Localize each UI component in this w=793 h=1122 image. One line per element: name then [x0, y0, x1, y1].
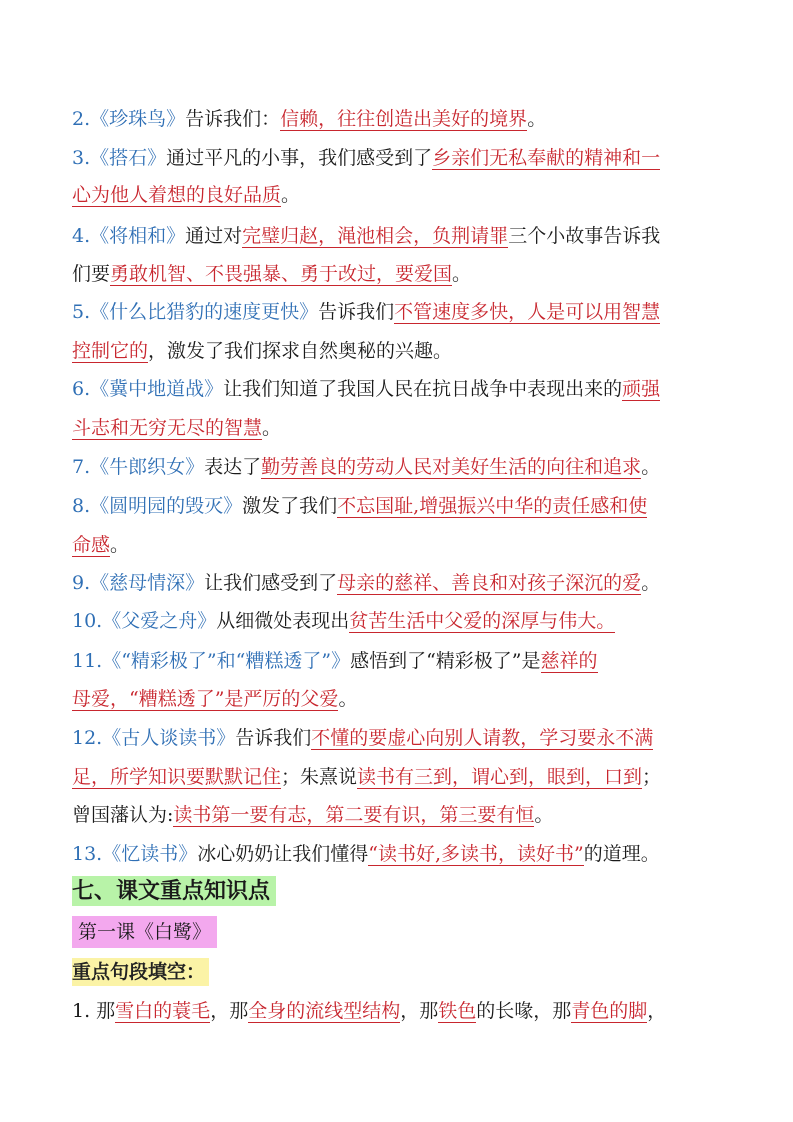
text: 冰心奶奶让我们懂得 [197, 843, 369, 865]
text: 。 [641, 572, 661, 594]
item-13 [72, 839, 732, 869]
answer: 命感 [72, 534, 111, 556]
answer: 控制它的 [72, 340, 149, 362]
item-3 [72, 143, 732, 173]
item-number: 4. [72, 225, 91, 247]
item-6-cont [72, 413, 732, 443]
item-number: 10. [72, 610, 103, 632]
item-number: 5. [72, 301, 91, 323]
text: 。 [262, 417, 282, 439]
answer: 贫苦生活中父爱的深厚与伟大。 [349, 610, 616, 632]
item-number: 6. [72, 378, 91, 400]
text: ， [647, 1000, 667, 1022]
section-heading: 七、课文重点知识点 [72, 876, 276, 906]
answer: 铁色 [438, 1000, 477, 1022]
text: 激发了我们 [242, 495, 338, 517]
text: 通过对 [185, 225, 243, 247]
item-12-cont2 [72, 800, 732, 830]
item-6 [72, 374, 732, 404]
item-12 [72, 723, 732, 753]
answer: 母爱，“糟糕透了”是严厉的父爱 [72, 688, 339, 710]
answer: 顽强 [622, 378, 661, 400]
lesson-name: 《父爱之舟》 [102, 610, 217, 632]
text: 让我们感受到了 [204, 572, 338, 594]
text: 。 [452, 263, 472, 285]
text: 们要 [72, 263, 111, 285]
answer: 读书第一要有志，第二要有识，第三要有恒 [173, 804, 535, 826]
answer: 乡亲们无私奉献的精神和一 [432, 147, 661, 169]
text: 曾国藩认为: [72, 804, 174, 826]
answer: “读书好,多读书，读好书” [368, 843, 584, 865]
item-12-cont [72, 762, 732, 792]
text: 表达了 [204, 456, 262, 478]
answer: 雪白的蓑毛 [115, 1000, 211, 1022]
item-number: 9. [72, 572, 91, 594]
item-number: 13. [72, 843, 103, 865]
item-number: 8. [72, 495, 91, 517]
item-11-cont [72, 684, 732, 714]
answer: 勤劳善良的劳动人民对美好生活的向往和追求 [261, 456, 642, 478]
item-number: 7. [72, 456, 91, 478]
item-5-cont [72, 336, 732, 366]
text: 让我们知道了我国人民在抗日战争中表现出来的 [223, 378, 623, 400]
lesson-name: 《忆读书》 [102, 843, 198, 865]
text: 1. 那 [72, 1000, 116, 1022]
lesson-name: 《牛郎织女》 [90, 456, 205, 478]
text: 感悟到了“精彩极了”是 [350, 650, 541, 672]
text: 的长喙，那 [476, 1000, 572, 1022]
text: 告诉我们： [185, 108, 281, 130]
answer: 慈祥的 [540, 650, 598, 672]
item-number: 11. [72, 650, 103, 672]
text: 告诉我们 [235, 727, 312, 749]
text: ； [642, 766, 662, 788]
item-10 [72, 606, 732, 636]
answer: 足，所学知识要默默记住 [72, 766, 282, 788]
text: 的道理。 [583, 843, 660, 865]
answer: 母亲的慈祥、善良和对孩子深沉的爱 [337, 572, 642, 594]
answer: 斗志和无穷无尽的智慧 [72, 417, 263, 439]
answer: 不忘国耻,增强振兴中华的责任感和使 [337, 495, 648, 517]
lesson-name: 《珍珠鸟》 [90, 108, 186, 130]
lesson-name: 《圆明园的毁灭》 [90, 495, 243, 517]
text: 三个小故事告诉我 [508, 225, 661, 247]
text: 。 [534, 804, 554, 826]
lesson-name: 《慈母情深》 [90, 572, 205, 594]
item-number: 3. [72, 147, 91, 169]
answer: 读书有三到，谓心到，眼到，口到 [357, 766, 643, 788]
item-4 [72, 221, 732, 251]
item-4-cont [72, 259, 732, 289]
text: ，那 [210, 1000, 249, 1022]
text: ；朱熹说 [281, 766, 358, 788]
lesson-title: 第一课《白鹭》 [72, 916, 217, 948]
text: 从细微处表现出 [216, 610, 350, 632]
lesson-name: 《将相和》 [90, 225, 186, 247]
answer: 勇敢机智、不畏强暴、勇于改过，要爱国 [110, 263, 453, 285]
answer: 青色的脚 [571, 1000, 648, 1022]
text: 通过平凡的小事，我们感受到了 [166, 147, 433, 169]
item-3-cont [72, 180, 732, 210]
item-11 [72, 646, 732, 676]
lesson-name: 《什么比猎豹的速度更快》 [90, 301, 319, 323]
answer: 全身的流线型结构 [248, 1000, 401, 1022]
fill-sentence-1 [72, 996, 732, 1026]
text: 。 [641, 456, 661, 478]
text: 。 [110, 534, 130, 556]
answer: 完璧归赵，渑池相会，负荆请罪 [242, 225, 509, 247]
item-8-cont [72, 530, 732, 560]
lesson-name: 《“精彩极了”和“糟糕透了”》 [102, 650, 351, 672]
lesson-name: 《冀中地道战》 [90, 378, 224, 400]
item-2 [72, 104, 732, 134]
item-7 [72, 452, 732, 482]
item-number: 12. [72, 727, 103, 749]
answer: 信赖，往往创造出美好的境界 [280, 108, 528, 130]
answer: 不管速度多快，人是可以用智慧 [394, 301, 661, 323]
item-number: 2. [72, 108, 91, 130]
sub-heading: 重点句段填空： [72, 958, 209, 986]
text: 。 [281, 184, 301, 206]
item-9 [72, 568, 732, 598]
answer: 心为他人着想的良好品质 [72, 184, 282, 206]
text: 告诉我们 [318, 301, 395, 323]
item-5 [72, 297, 732, 327]
text: ，激发了我们探求自然奥秘的兴趣。 [148, 340, 453, 362]
answer: 不懂的要虚心向别人请教，学习要永不满 [311, 727, 654, 749]
lesson-name: 《古人谈读书》 [102, 727, 236, 749]
text: 。 [338, 688, 358, 710]
text: 。 [527, 108, 547, 130]
text: ，那 [400, 1000, 439, 1022]
item-8 [72, 491, 732, 521]
lesson-name: 《搭石》 [90, 147, 167, 169]
